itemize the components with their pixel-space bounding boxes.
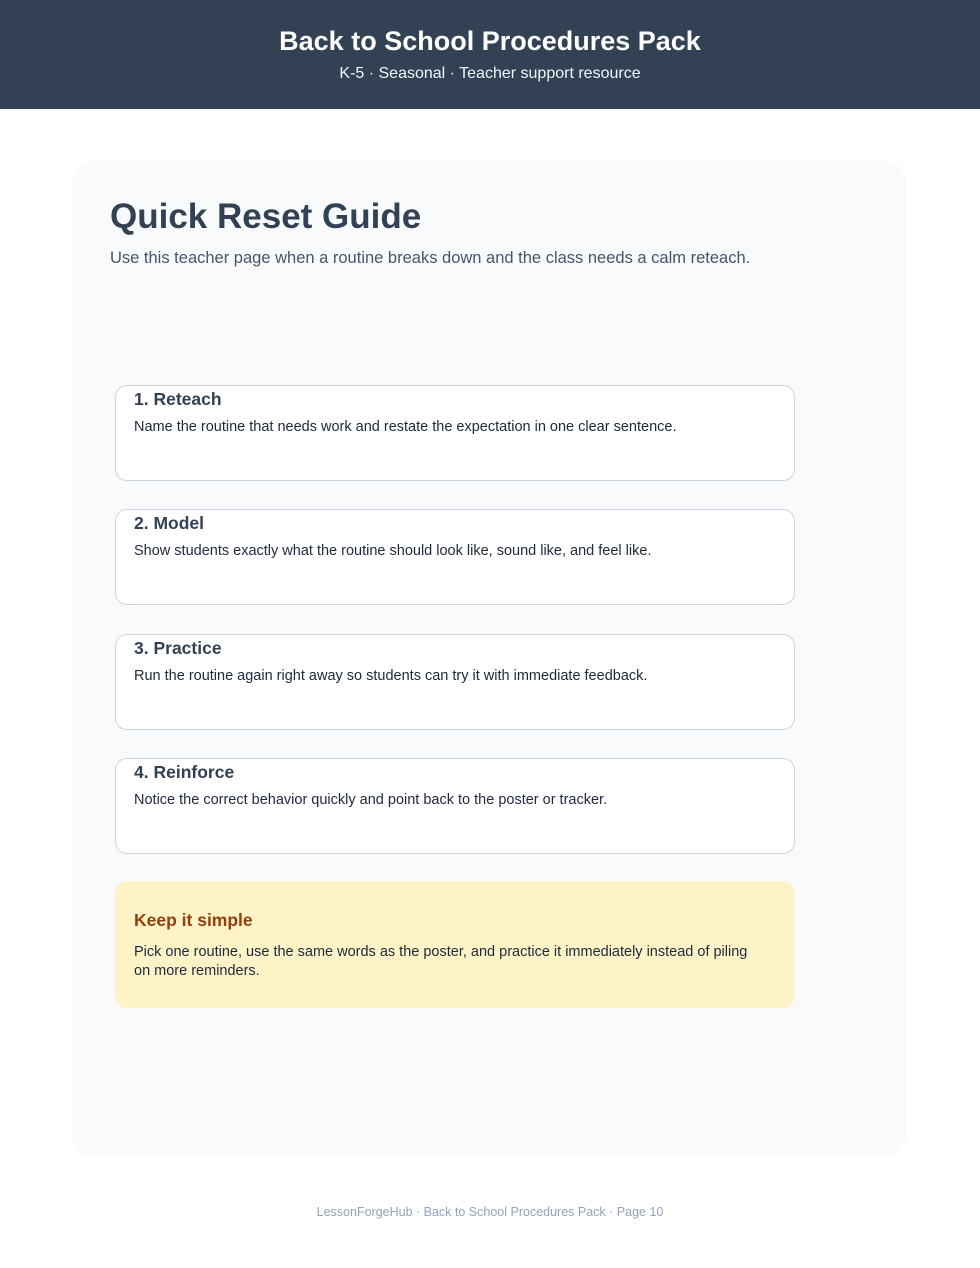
step-title: 4. Reinforce: [134, 762, 235, 782]
page-footer: LessonForgeHub · Back to School Procedures Pack · Page 10: [316, 1205, 664, 1219]
page-header: [0, 0, 980, 109]
pack-title: Back to School Procedures Pack: [279, 26, 701, 56]
step-card-reteach: [115, 385, 795, 481]
step-text: Name the routine that needs work and restate the expectation in one clear sentence.: [134, 419, 677, 435]
tip-text: Pick one routine, use the same words as the poster, and practice it immediately instead of piling on more reminders.: [134, 944, 748, 979]
tip-title: Keep it simple: [134, 910, 253, 930]
step-title: 1. Reteach: [134, 389, 222, 409]
step-title: 2. Model: [134, 513, 205, 533]
page-intro: Use this teacher page when a routine breaks down and the class needs a calm reteach.: [110, 249, 751, 267]
step-text: Notice the correct behavior quickly and point back to the poster or tracker.: [134, 792, 608, 808]
step-text: Show students exactly what the routine should look like, sound like, and feel like.: [134, 543, 652, 559]
step-card-model: [115, 509, 795, 605]
pack-subtitle: K-5 · Seasonal · Teacher support resource: [339, 65, 641, 82]
step-card-reinforce: [115, 758, 795, 854]
tip-callout: [115, 881, 795, 1008]
step-title: 3. Practice: [134, 638, 222, 658]
step-card-practice: [115, 634, 795, 730]
step-text: Run the routine again right away so students can try it with immediate feedback.: [134, 668, 648, 684]
page-title: Quick Reset Guide: [110, 197, 422, 236]
